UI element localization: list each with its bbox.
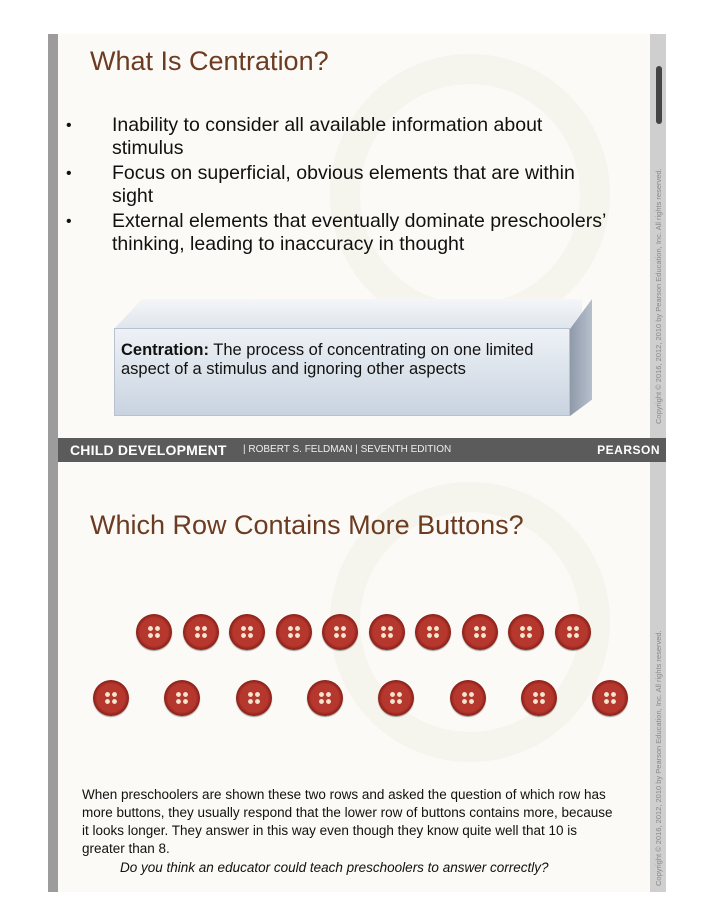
bullet-text: Inability to consider all available information about stimulus	[112, 114, 543, 159]
definition-text: The process of concentrating on one limited aspect of a stimulus and ignoring other aspects	[121, 341, 534, 378]
bullet-item	[58, 114, 618, 160]
button-bottom-row	[307, 680, 343, 716]
book-info: | ROBERT S. FELDMAN | SEVENTH EDITION	[243, 444, 452, 455]
button-bottom-row	[592, 680, 628, 716]
button-top-row	[322, 614, 358, 650]
definition-box-top	[114, 299, 582, 329]
button-top-row	[369, 614, 405, 650]
slide-title: What Is Centration?	[90, 46, 329, 76]
button-top-row	[183, 614, 219, 650]
button-top-row	[462, 614, 498, 650]
button-bottom-row	[378, 680, 414, 716]
button-top-row	[136, 614, 172, 650]
page-edge-left	[48, 34, 58, 892]
definition-box	[114, 328, 570, 416]
bullet-text: External elements that eventually dominate preschoolers’ thinking, leading to inaccuracy in thought	[112, 210, 606, 255]
discussion-question: Do you think an educator could teach preschoolers to answer correctly?	[120, 860, 549, 875]
button-bottom-row	[93, 680, 129, 716]
button-bottom-row	[236, 680, 272, 716]
button-bottom-row	[450, 680, 486, 716]
bullet-icon: •	[66, 117, 72, 134]
bullet-text: Focus on superficial, obvious elements that are within sight	[112, 162, 575, 207]
slide-centration	[58, 34, 650, 438]
caption-text: When preschoolers are shown these two rows and asked the question of which row has more buttons, they usually respond that the lower row of buttons contains more, because it looks longer. They answer in this way even though they know quite well that 10 is greater than 8.	[82, 787, 613, 856]
button-bottom-row	[164, 680, 200, 716]
bullet-icon: •	[66, 213, 72, 230]
publisher-logo: PEARSON	[597, 443, 660, 457]
button-bottom-row	[521, 680, 557, 716]
button-top-row	[415, 614, 451, 650]
copyright-notice: Copyright © 2016, 2012, 2010 by Pearson Education, Inc. All rights reserved.	[654, 630, 663, 886]
button-top-row	[555, 614, 591, 650]
bullet-icon: •	[66, 165, 72, 182]
slide-title: Which Row Contains More Buttons?	[90, 510, 524, 540]
button-top-row	[229, 614, 265, 650]
button-top-row	[508, 614, 544, 650]
bullet-item	[58, 210, 618, 256]
footer-bar	[58, 438, 666, 462]
definition-term: Centration:	[121, 341, 209, 359]
slide-buttons	[58, 462, 650, 892]
bullet-item	[58, 162, 618, 208]
copyright-notice: Copyright © 2016, 2012, 2010 by Pearson Education, Inc. All rights reserved.	[654, 168, 663, 424]
bullet-list	[58, 114, 618, 258]
book-title: CHILD DEVELOPMENT	[70, 442, 227, 458]
button-top-row	[276, 614, 312, 650]
